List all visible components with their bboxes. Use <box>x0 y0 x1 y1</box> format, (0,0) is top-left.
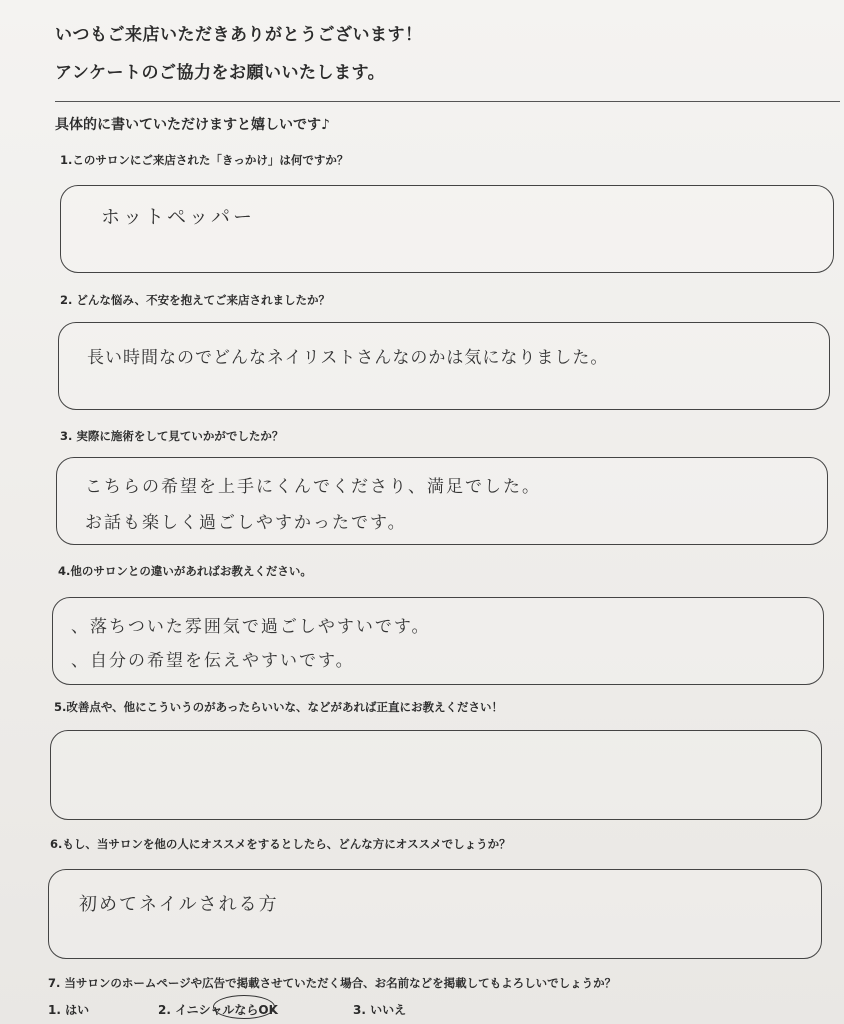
question-3-label: 3. 実際に施術をして見ていかがでしたか？ <box>60 429 284 443</box>
answer-box-6[interactable] <box>48 869 822 959</box>
option-initials-ok[interactable]: 2. イニシャルならOK <box>158 1003 278 1017</box>
answer-box-4[interactable] <box>52 597 824 685</box>
answer-1-line-1: ホットペッパー <box>101 206 256 228</box>
answer-box-2[interactable] <box>58 322 830 410</box>
answer-4-line-2: 、自分の希望を伝えやすいです。 <box>71 651 355 671</box>
header-divider <box>55 101 840 102</box>
q7-options <box>48 1001 828 1023</box>
question-2-label: 2. どんな悩み、不安を抱えてご来店されましたか？ <box>60 293 331 307</box>
answer-2-line-1: 長い時間なのでどんなネイリストさんなのかは気になりました。 <box>87 348 609 368</box>
question-6-label: 6.もし、当サロンを他の人にオススメをするとしたら、どんな方にオススメでしょうか？ <box>50 837 511 851</box>
question-4-label: 4.他のサロンとの違いがあればお教えください。 <box>58 564 312 578</box>
header-line-1: いつもご来店いただきありがとうございます！ <box>55 25 423 45</box>
header-line-2: アンケートのご協力をお願いいたします。 <box>55 63 386 83</box>
answer-4-line-1: 、落ちついた雰囲気で過ごしやすいです。 <box>71 617 431 637</box>
answer-box-3[interactable] <box>56 457 828 545</box>
option-yes[interactable]: 1. はい <box>48 1003 90 1017</box>
question-7-label: 7. 当サロンのホームページや広告で掲載させていただく場合、お名前などを掲載してもよろしいでしょうか？ <box>48 976 617 990</box>
answer-3-line-1: こちらの希望を上手にくんでくださり、満足でした。 <box>85 477 541 497</box>
answer-box-5[interactable] <box>50 730 822 820</box>
question-1-label: 1.このサロンにご来店された「きっかけ」は何ですか？ <box>60 153 349 167</box>
answer-6-line-1: 初めてネイルされる方 <box>79 894 279 915</box>
intro-text: 具体的に書いていただけますと嬉しいです♪ <box>55 117 330 133</box>
selection-circle <box>213 995 275 1019</box>
option-no[interactable]: 3. いいえ <box>353 1003 407 1017</box>
answer-box-1[interactable] <box>60 185 834 273</box>
answer-3-line-2: お話も楽しく過ごしやすかったです。 <box>85 513 407 533</box>
question-5-label: 5.改善点や、他にこういうのがあったらいいな、などがあれば正直にお教えください！ <box>54 700 504 714</box>
